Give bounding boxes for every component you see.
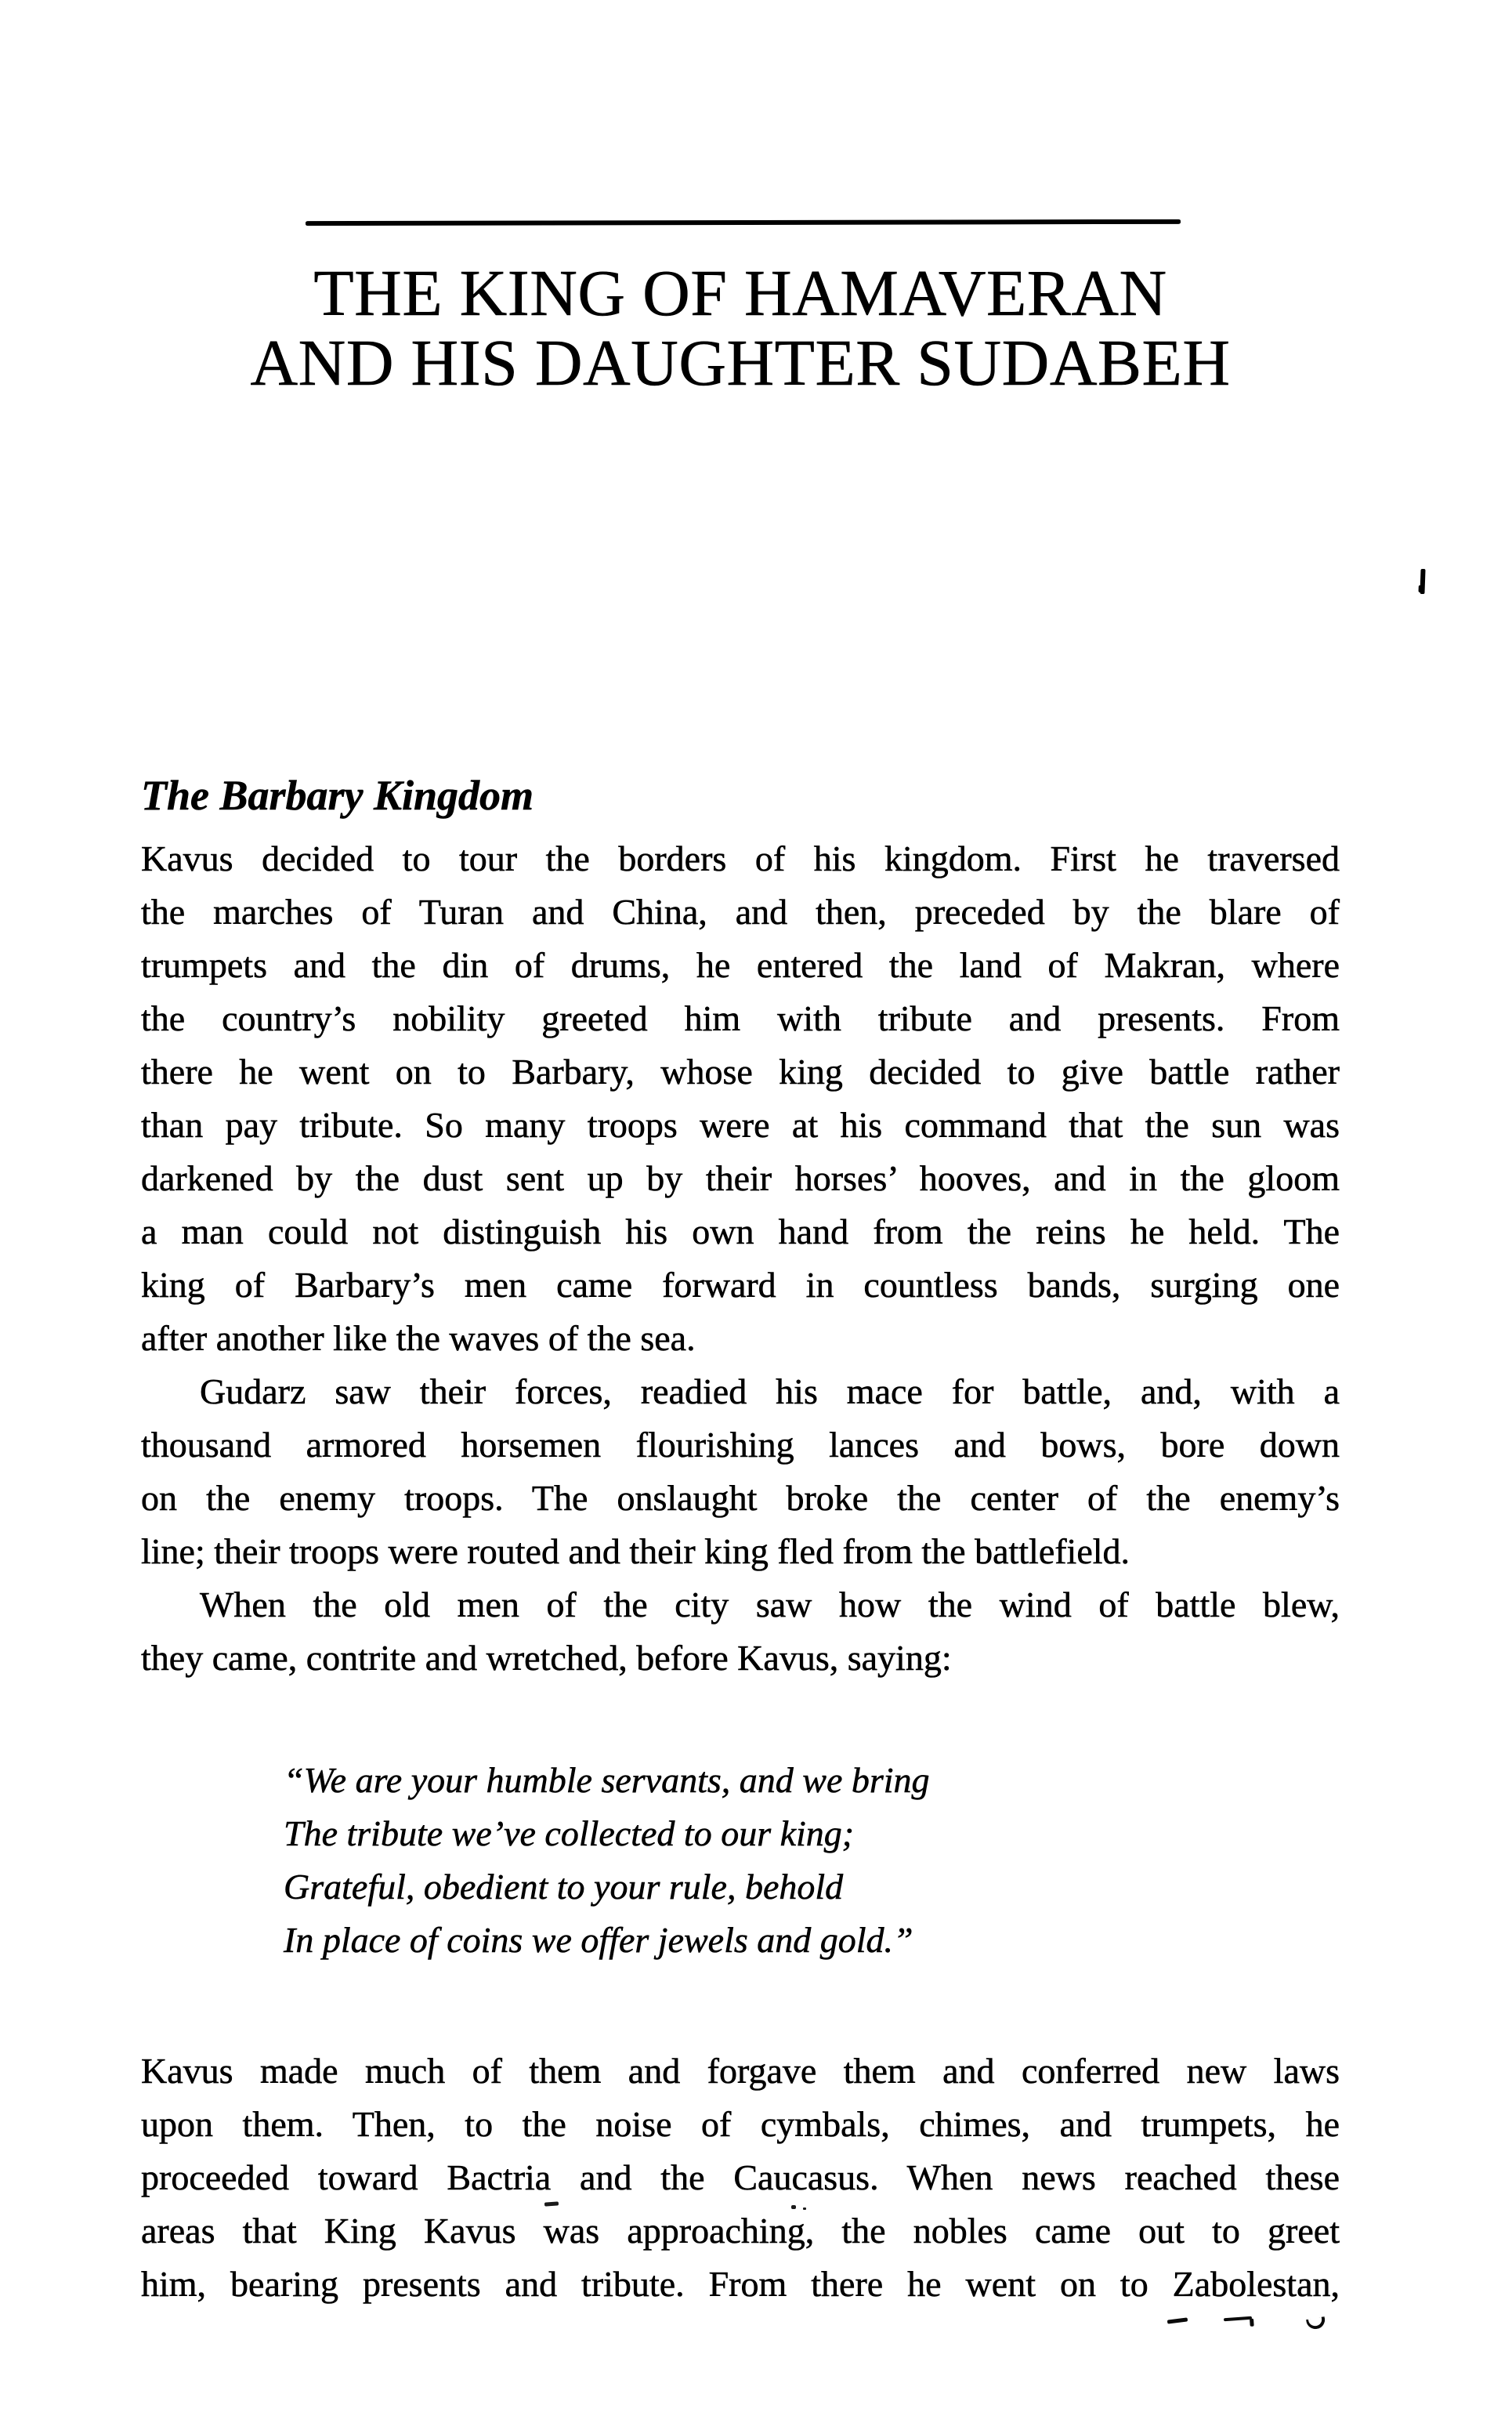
- paragraphs-after-verse: [141, 2045, 1340, 2311]
- text-line: there he went on to Barbary, whose king decided to give battle rather: [141, 1052, 1340, 1092]
- verse-block: [284, 1754, 1340, 1967]
- paragraph: [141, 1365, 1340, 1578]
- text-line: upon them. Then, to the noise of cymbals, chimes, and trumpets, he: [141, 2104, 1340, 2144]
- text-line: than pay tribute. So many troops were at his command that the sun was: [141, 1105, 1340, 1145]
- text-line: after another like the waves of the sea.: [141, 1318, 696, 1358]
- text-line: Kavus made much of them and forgave them and conferred new laws: [141, 2051, 1340, 2091]
- text-line: When the old men of the city saw how the wind of battle blew,: [200, 1585, 1340, 1624]
- chapter-title-line2: AND HIS DAUGHTER SUDABEH: [250, 327, 1231, 400]
- paragraph: [141, 1578, 1340, 1685]
- text-line: Gudarz saw their forces, readied his mace for battle, and, with a: [200, 1371, 1340, 1411]
- text-line: trumpets and the din of drums, he entered the land of Makran, where: [141, 945, 1340, 985]
- text-line: areas that King Kavus was approaching, the nobles came out to greet: [141, 2211, 1340, 2251]
- text-line: Kavus decided to tour the borders of his kingdom. First he traversed: [141, 838, 1340, 878]
- text-line: the marches of Turan and China, and then, preceded by the blare of: [141, 892, 1340, 932]
- text-line: proceeded toward Bactria and the Caucasus. When news reached these: [141, 2157, 1340, 2197]
- chapter-title-line1: THE KING OF HAMAVERAN: [313, 257, 1167, 330]
- text-line: king of Barbary’s men came forward in countless bands, surging one: [141, 1265, 1340, 1305]
- text-line: a man could not distinguish his own hand from the reins he held. The: [141, 1212, 1340, 1251]
- scan-speck-dots: [791, 2205, 796, 2209]
- bottom-scan-artifacts: [1167, 2312, 1347, 2343]
- chapter-title: [0, 259, 1496, 398]
- verse-line: Grateful, obedient to your rule, behold: [284, 1867, 844, 1907]
- paragraph: [141, 832, 1340, 1365]
- text-line: on the enemy troops. The onslaught broke the center of the enemy’s: [141, 1478, 1340, 1518]
- text-line: thousand armored horsemen flourishing lances and bows, bore down: [141, 1425, 1340, 1465]
- smudge-hook-artifact: [1306, 2316, 1326, 2331]
- smudge-tilde-artifact: [1224, 2316, 1252, 2322]
- paragraphs-before-verse: [141, 832, 1340, 1685]
- text-line: the country’s nobility greeted him with tribute and presents. From: [141, 998, 1340, 1038]
- verse-line: “We are your humble servants, and we bring: [284, 1760, 930, 1800]
- verse-line: In place of coins we offer jewels and gold.”: [284, 1920, 913, 1960]
- smudge-dash-artifact: [1167, 2317, 1188, 2323]
- section-heading: The Barbary Kingdom: [141, 772, 534, 819]
- paragraph: [141, 2045, 1340, 2311]
- body-text: [141, 832, 1340, 2311]
- verse-line: The tribute we’ve collected to our king;: [284, 1813, 855, 1853]
- text-line: they came, contrite and wretched, before Kavus, saying:: [141, 1638, 952, 1678]
- text-line: darkened by the dust sent up by their horses’ hooves, and in the gloom: [141, 1158, 1340, 1198]
- text-line: him, bearing presents and tribute. From there he went on to Zabolestan,: [141, 2264, 1340, 2304]
- text-line: line; their troops were routed and their king fled from the battlefield.: [141, 1531, 1130, 1571]
- title-rule: [306, 219, 1181, 226]
- scan-tick-artifact: [1420, 569, 1425, 594]
